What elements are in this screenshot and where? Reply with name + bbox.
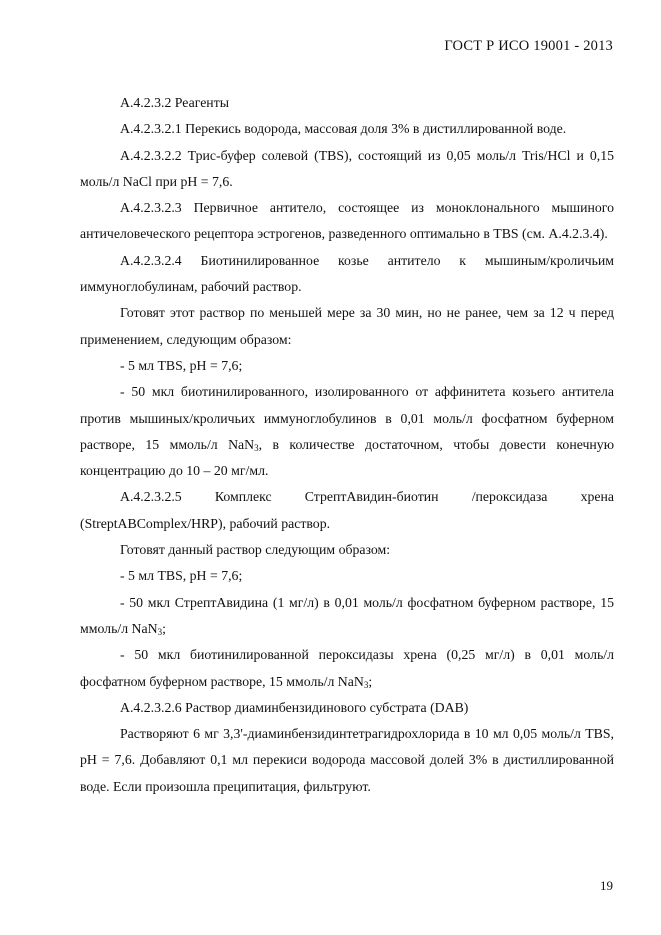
paragraph-preparation-2: Готовят данный раствор следующим образом: [120, 542, 391, 558]
list-item-peroxidase [80, 642, 614, 695]
paragraph-tris-buffer: А.4.2.3.2.2 Трис-буфер солевой (TBS), состоящий из 0,05 моль/л Tris/HCl и 0,15 моль/л NaCl при pH = 7,6. [80, 147, 614, 189]
section-heading-reagents: А.4.2.3.2 Реагенты [120, 95, 229, 110]
list-item-tbs-2: - 5 мл TBS, pH = 7,6; [120, 568, 243, 584]
subscript: 3 [363, 679, 369, 690]
paragraph-primary-antibody: А.4.2.3.2.3 Первичное антитело, состоящее из моноклонального мышиного античеловеческого рецептора эстрогенов, разведенного оптимально в TBS (см. А.4.2.3.4). [80, 200, 614, 242]
text-segment: - 50 мкл биотинилированной пероксидазы хрена (0,25 мг/л) в 0,01 моль/л фосфатном буферном растворе, 15 ммоль/л NaN [80, 647, 614, 689]
list-item-streptavidin [80, 590, 614, 643]
paragraph-streptavidin-complex: А.4.2.3.2.5 Комплекс СтрептАвидин-биотин /пероксидаза хрена (StreptABComplex/HRP), рабочий раствор. [80, 489, 614, 531]
subscript: 3 [254, 442, 259, 453]
paragraph-biotinylated-antibody: А.4.2.3.2.4 Биотинилированное козье антитело к мышиным/кроличьим иммуноглобулинам, рабочий раствор. [80, 252, 614, 295]
list-item-biotinylated-antibody [80, 379, 614, 484]
text-segment: ; [368, 673, 373, 689]
section-heading-dab: А.4.2.3.2.6 Раствор диаминбензидинового субстрата (DAB) [120, 699, 469, 715]
text-segment: , в количестве достаточном, чтобы довести конечную концентрацию до 10 – 20 мг/мл. [80, 436, 615, 479]
subscript: 3 [157, 626, 163, 637]
text-segment: ; [162, 620, 166, 636]
document-header: ГОСТ Р ИСО 19001 - 2013 [444, 38, 613, 54]
page-number: 19 [600, 878, 613, 893]
text-segment: - 50 мкл биотинилированного, изолированного от аффинитета козьего антитела против мышиных/кроличьих иммуноглобулинов в 0,01 моль/л фосфатном буферном растворе, 15 ммоль/л NaN [80, 384, 614, 452]
document-body [80, 90, 614, 800]
paragraph-preparation-1: Готовят этот раствор по меньшей мере за 30 мин, но не ранее, чем за 12 ч перед применением, следующим образом: [80, 305, 614, 347]
paragraph-hydrogen-peroxide: А.4.2.3.2.1 Перекись водорода, массовая доля 3% в дистиллированной воде. [120, 121, 567, 137]
list-item-tbs-1: - 5 мл TBS, pH = 7,6; [120, 357, 243, 373]
text-segment: - 50 мкл СтрептАвидина (1 мг/л) в 0,01 моль/л фосфатном буферном растворе, 15 ммоль/л NaN [80, 594, 614, 636]
paragraph-dab-preparation: Растворяют 6 мг 3,3'-диаминбензидинтетрагидрохлорида в 10 мл 0,05 моль/л TBS, pH = 7,6. Добавляют 0,1 мл перекиси водорода массовой долей 3% в дистиллированной воде. Если произошла преципитация, фильтруют. [80, 726, 614, 794]
